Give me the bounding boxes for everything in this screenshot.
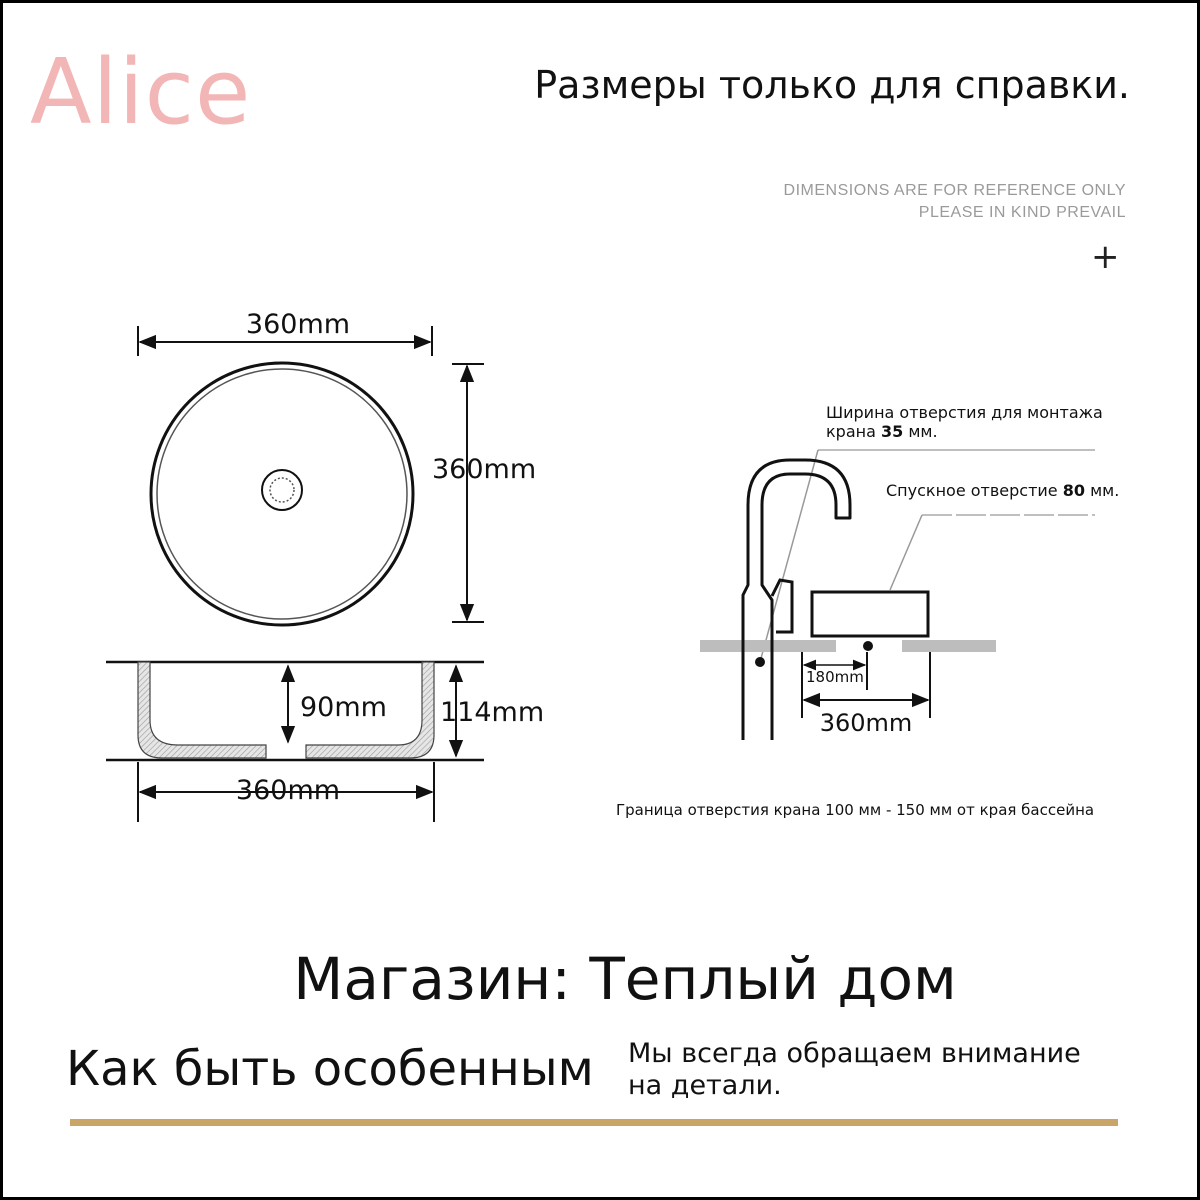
- faucet-hole-note-line1: Ширина отверстия для монтажа: [826, 403, 1103, 422]
- center-dimension-label: 180mm: [806, 668, 864, 686]
- plus-icon: +: [1091, 237, 1120, 277]
- brand-watermark: Alice: [30, 40, 252, 145]
- drain-note-leader: [890, 515, 922, 590]
- top-view: [138, 309, 536, 625]
- countertop-left: [700, 640, 836, 652]
- faucet-hole-value: 35: [880, 422, 904, 441]
- drain-outer: [262, 470, 302, 510]
- subtitle-line-1: DIMENSIONS ARE FOR REFERENCE ONLY: [783, 182, 1126, 199]
- gold-divider: [70, 1119, 1118, 1126]
- inner-depth-label: 90mm: [300, 692, 387, 723]
- basin-section-wall: [138, 662, 266, 758]
- install-view: [616, 403, 1119, 819]
- shop-name: Магазин: Теплый дом: [293, 945, 957, 1013]
- drain-note: Спускное отверстие 80 мм.: [886, 481, 1120, 500]
- basin-outer-rim: [151, 363, 413, 625]
- subtitle-line-2: PLEASE IN KIND PREVAIL: [918, 204, 1126, 221]
- boundary-note: Граница отверстия крана 100 мм - 150 мм от края бассейна: [616, 801, 1095, 819]
- drain-value: 80: [1062, 481, 1085, 500]
- side-width-label: 360mm: [235, 775, 341, 806]
- slogan: Как быть особенным: [66, 1041, 594, 1097]
- drain-marker: [863, 641, 873, 651]
- drain-inner: [270, 478, 294, 502]
- countertop-right: [902, 640, 996, 652]
- install-width-label: 360mm: [819, 709, 913, 737]
- faucet-hole-marker: [755, 657, 765, 667]
- basin-side-profile: [812, 592, 928, 636]
- tagline-line-2: на детали.: [628, 1070, 782, 1101]
- top-height-label: 360mm: [432, 454, 537, 485]
- top-width-label: 360mm: [245, 309, 351, 340]
- total-height-label: 114mm: [440, 697, 545, 728]
- headline: Размеры только для справки.: [534, 63, 1130, 107]
- side-view: [106, 662, 544, 822]
- tagline-line-1: Мы всегда обращаем внимание: [628, 1038, 1081, 1069]
- basin-inner-rim: [157, 369, 407, 619]
- faucet-hole-note-line2: крана 35 мм.: [826, 422, 938, 441]
